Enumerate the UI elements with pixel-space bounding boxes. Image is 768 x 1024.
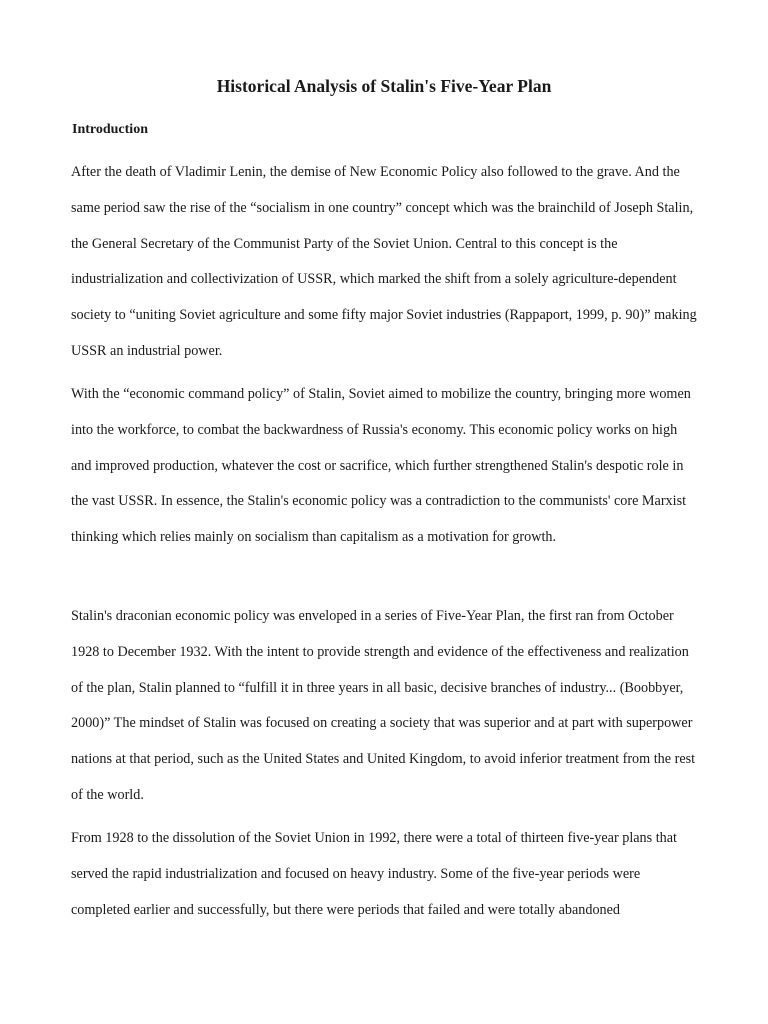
- paragraph-4: From 1928 to the dissolution of the Soviet Union in 1992, there were a total of thirteen five-year plans that served the rapid industrialization and focused on heavy industry. Some of the five-year periods were completed earlier and successfully, but there were periods that failed and were totally abandoned: [71, 830, 677, 918]
- paragraph-3: Stalin's draconian economic policy was enveloped in a series of Five-Year Plan, the first ran from October 1928 to December 1932. With the intent to provide strength and evidence of the effectiveness and realization of the plan, Stalin planned to “fulfill it in three years in all basic, decisive branches of industry... (Boobbyer, 2000)” The mindset of Stalin was focused on creating a society that was superior and at part with superpower nations at that period, such as the United States and United Kingdom, to avoid inferior treatment from the rest of the world.: [71, 608, 696, 803]
- paragraph-2: With the “economic command policy” of Stalin, Soviet aimed to mobilize the country, bringing more women into the workforce, to combat the backwardness of Russia's economy. This economic policy works on high and improved production, whatever the cost or sacrifice, which further strengthened Stalin's despotic role in the vast USSR. In essence, the Stalin's economic policy was a contradiction to the communists' core Marxist thinking which relies mainly on socialism than capitalism as a motivation for growth.: [71, 386, 691, 545]
- section-heading-introduction: Introduction: [72, 122, 148, 137]
- paragraph-1: After the death of Vladimir Lenin, the demise of New Economic Policy also followed to the grave. And the same period saw the rise of the “socialism in one country” concept which was the brainchild of Joseph Stalin, the General Secretary of the Communist Party of the Soviet Union. Central to this concept is the industrialization and collectivization of USSR, which marked the shift from a solely agriculture-dependent society to “uniting Soviet agriculture and some fifty major Soviet industries (Rappaport, 1999, p. 90)” making USSR an industrial power.: [71, 164, 697, 359]
- document-title: Historical Analysis of Stalin's Five-Year Plan: [216, 76, 552, 96]
